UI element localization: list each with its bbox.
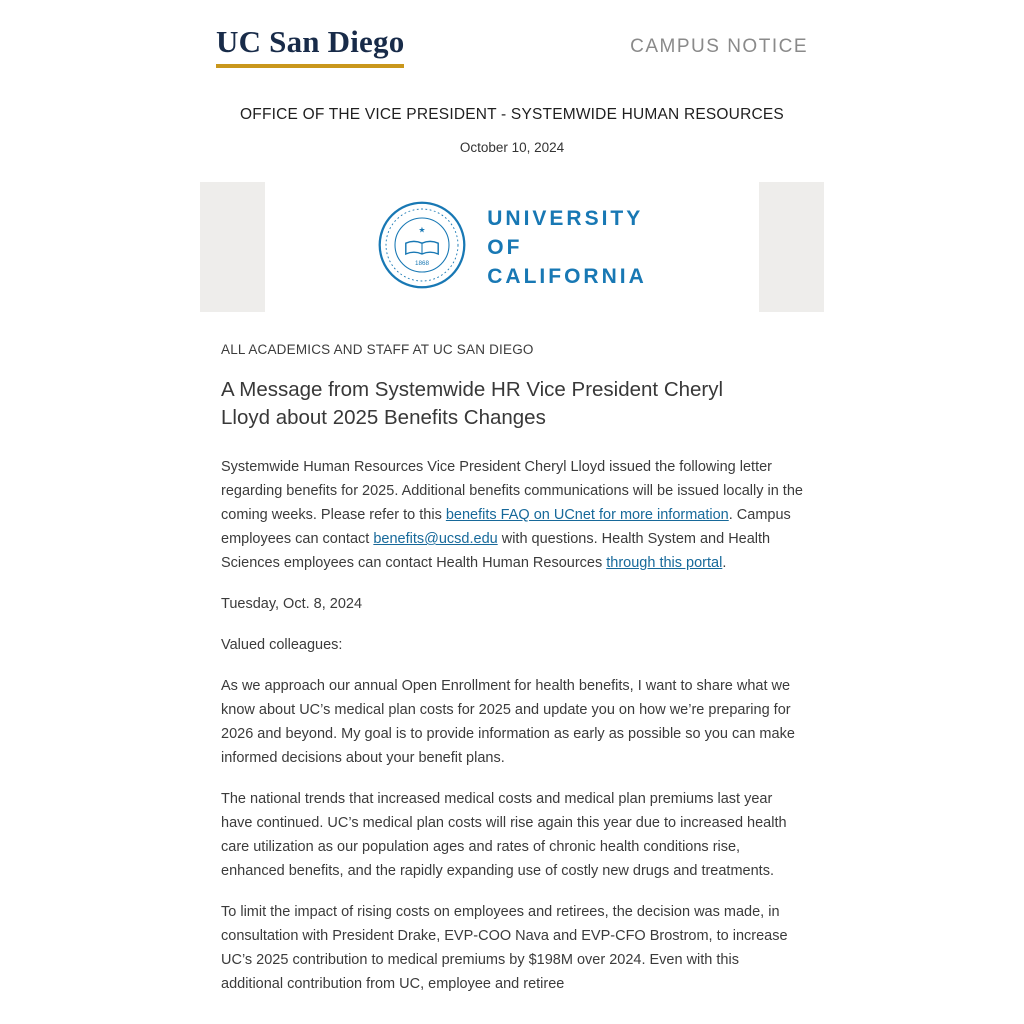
body-paragraph-1: As we approach our annual Open Enrollment for health benefits, I want to share what we know about UC’s medical plan costs for 2025 and update you on how we’re preparing for 2026 and beyond. My goal is to provide information as early as possible so you can make informed decisions about your benefit plans. — [221, 678, 795, 766]
uc-banner — [200, 182, 824, 312]
intro-text-2: . Campus employees can contact — [221, 507, 791, 547]
uc-banner-inner — [265, 182, 759, 312]
intro-text-4: . — [722, 555, 727, 571]
salutation: Valued colleagues: — [221, 637, 343, 653]
campus-notice-label: CAMPUS NOTICE — [630, 36, 808, 57]
uc-wordmark-line3: CALIFORNIA — [487, 264, 647, 288]
campus-notice-page — [200, 0, 824, 996]
seal-year: 1868 — [415, 259, 430, 267]
health-hr-portal-link[interactable]: through this portal — [606, 555, 723, 571]
intro-paragraph — [221, 455, 803, 575]
office-line: OFFICE OF THE VICE PRESIDENT - SYSTEMWIDE HUMAN RESOURCES — [240, 106, 784, 123]
benefits-faq-link[interactable]: benefits FAQ on UCnet for more information — [445, 507, 729, 523]
body-paragraph-2: The national trends that increased medical costs and medical plan premiums last year have continued. UC’s medical plan costs will rise again this year due to increased health care utilization as our population ages and rates of chronic health conditions rise, enhanced benefits, and the rapidly expanding use of costly new drugs and treatments. — [221, 791, 787, 879]
intro-text-3: with questions. Health System and Health Sciences employees can contact Health Human Resources — [221, 531, 771, 571]
uc-wordmark-line2: OF — [487, 235, 523, 259]
notice-date: October 10, 2024 — [459, 140, 565, 155]
benefits-email-link[interactable]: benefits@ucsd.edu — [373, 531, 498, 547]
intro-text-1: Systemwide Human Resources Vice President Cheryl Lloyd issued the following letter regarding benefits for 2025. Additional benefits communications will be issued locally in the coming weeks. Please refer to this — [221, 459, 803, 523]
uc-wordmark — [487, 204, 647, 291]
audience-line: ALL ACADEMICS AND STAFF AT UC SAN DIEGO — [221, 342, 534, 357]
page-title: A Message from Systemwide HR Vice President Cheryl Lloyd about 2025 Benefits Changes — [221, 378, 724, 429]
uc-seal-icon — [377, 200, 467, 295]
svg-text:★: ★ — [418, 224, 426, 234]
ucsd-logo: UC San Diego — [216, 26, 404, 68]
article — [200, 342, 824, 996]
body-paragraph-3: To limit the impact of rising costs on employees and retirees, the decision was made, in consultation with President Drake, EVP-COO Nava and EVP-CFO Brostrom, to increase UC’s 2025 contribution to medical premiums by $198M over 2024. Even with this additional contribution from UC, employee and retiree — [221, 904, 788, 992]
header — [200, 0, 824, 68]
letter-date: Tuesday, Oct. 8, 2024 — [221, 596, 363, 612]
uc-wordmark-line1: UNIVERSITY — [487, 206, 644, 230]
